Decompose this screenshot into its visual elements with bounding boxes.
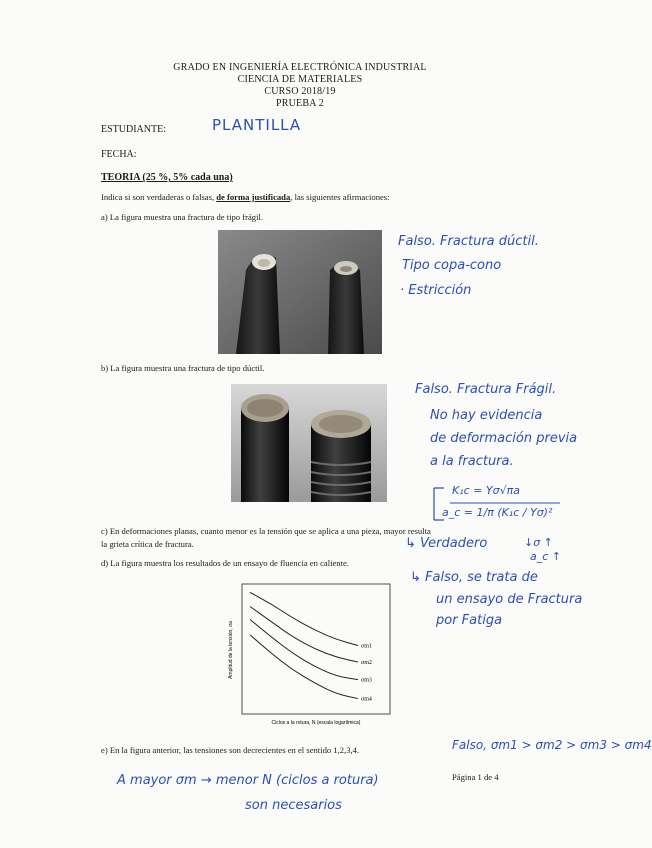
header-year: CURSO 2018/19	[264, 86, 336, 97]
page-number: Página 1 de 4	[452, 772, 499, 782]
answer-b-2: No hay evidencia	[430, 408, 543, 423]
header-test: PRUEBA 2	[275, 98, 324, 109]
theory-intro: Indica si son verdaderas o falsas, de forma justificada, las siguientes afirmaciones:	[101, 192, 390, 202]
series-label-4: σm4	[361, 696, 372, 703]
answer-a-1: Falso. Fractura dúctil.	[398, 234, 539, 249]
answer-c: ↳ Verdadero	[405, 536, 488, 551]
series-line-4	[250, 635, 358, 699]
student-label: ESTUDIANTE:	[101, 124, 166, 135]
arrow-icon: ↳	[405, 536, 421, 551]
answer-c-side-1: ↓σ ↑	[524, 536, 553, 549]
question-c-line1: c) En deformaciones planas, cuanto menor es la tensión que se aplica a una pieza, mayor resulta	[101, 526, 431, 536]
answer-d-3: por Fatiga	[436, 613, 503, 628]
question-c-line2: la grieta crítica de fractura.	[101, 539, 194, 549]
formula-kic: K₁c = Yσ√πa	[452, 484, 520, 497]
series-line-1	[250, 592, 358, 645]
series-line-3	[250, 620, 358, 680]
answer-d-2: un ensayo de Fractura	[436, 592, 583, 607]
chart-series-group	[250, 592, 372, 702]
chart-xlabel: Ciclos a la rotura, N (escala logarítmica)	[271, 720, 361, 726]
series-line-2	[250, 607, 358, 662]
answer-b-1: Falso. Fractura Frágil.	[415, 382, 557, 397]
theory-title: TEORIA (25 %, 5% cada una)	[101, 172, 233, 183]
answer-b-3: de deformación previa	[430, 431, 578, 446]
header-course: CIENCIA DE MATERIALES	[237, 74, 363, 85]
series-label-3: σm3	[361, 677, 372, 684]
question-d: d) La figura muestra los resultados de un ensayo de fluencia en caliente.	[101, 558, 349, 568]
answer-a-3: · Estricción	[400, 283, 472, 298]
answer-a-2: Tipo copa-cono	[402, 258, 502, 273]
series-label-2: σm2	[361, 659, 372, 666]
photo-b-drawing	[231, 384, 387, 502]
photo-a-drawing	[218, 230, 382, 354]
photo-ductile-fracture	[218, 230, 382, 354]
header-degree: GRADO EN INGENIERÍA ELECTRÓNICA INDUSTRIAL	[173, 62, 427, 73]
student-name: PLANTILLA	[212, 116, 302, 134]
formula-ac: a_c = 1/π (K₁c / Yσ)²	[442, 506, 553, 519]
question-a: a) La figura muestra una fractura de tipo frágil.	[101, 212, 264, 222]
date-label: FECHA:	[101, 149, 137, 160]
answer-c-side-2: a_c ↑	[530, 550, 562, 563]
photo-brittle-fracture	[231, 384, 387, 502]
answer-bottom-1: A mayor σm → menor N (ciclos a rotura)	[117, 773, 379, 788]
question-e: e) En la figura anterior, las tensiones son decrecientes en el sentido 1,2,3,4.	[101, 745, 360, 755]
question-b: b) La figura muestra una fractura de tipo dúctil.	[101, 363, 265, 373]
answer-d-1: ↳ Falso, se trata de	[410, 570, 538, 585]
chart-ylabel: Amplitud de la tensión, σa	[228, 621, 234, 679]
answer-bottom-2: son necesarios	[245, 798, 342, 813]
answer-e: Falso, σm1 > σm2 > σm3 > σm4	[452, 738, 652, 752]
fatigue-chart	[220, 580, 400, 730]
answer-b-4: a la fractura.	[430, 454, 514, 469]
series-label-1: σm1	[361, 643, 372, 650]
arrow-icon: ↳	[410, 570, 426, 585]
